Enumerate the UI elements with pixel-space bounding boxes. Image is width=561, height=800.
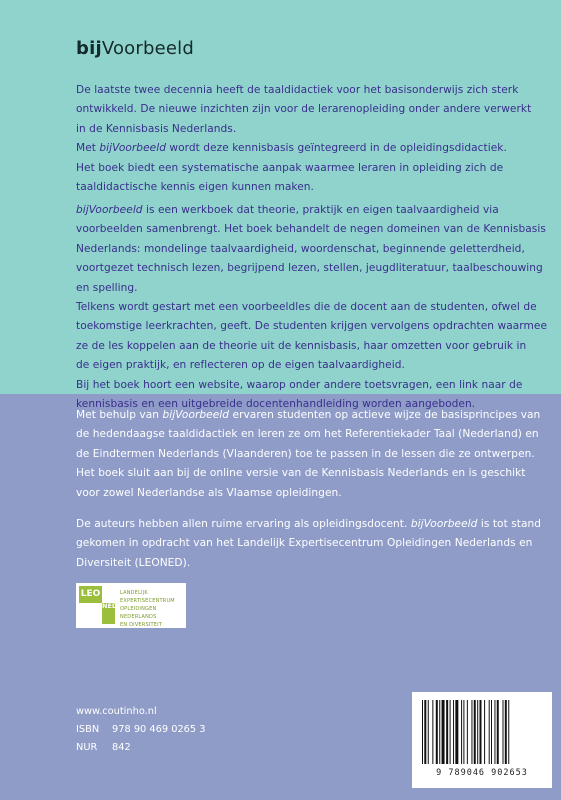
barcode-bar	[489, 700, 490, 764]
publication-info	[76, 703, 206, 757]
barcode-bar	[439, 700, 440, 764]
barcode-bar	[436, 700, 438, 764]
barcode-bar	[497, 700, 499, 764]
intro-paragraph: De laatste twee decennia heeft de taaldidactiek voor het basisonderwijs zich sterk ontwikkeld. De nieuwe inzichten zijn voor de lerarenopleiding onder andere verwerkt in de Kennisbasis Nederlands. Met bijVoorbeeld wordt deze kennisbasis geïntegreerd in de opleidingsdidactiek. Het boek biedt een systematische aanpak waarmee leraren in opleiding zich de taaldidactische kennis eigen kunnen maken.	[76, 84, 532, 194]
isbn-label: ISBN	[76, 724, 100, 735]
barcode-bar	[428, 700, 429, 764]
publisher-website: www.coutinho.nl	[76, 706, 157, 717]
barcode-number: 9 789046 902653	[436, 768, 528, 778]
isbn-value: 978 90 469 0265 3	[112, 724, 206, 735]
barcode-bar	[463, 700, 464, 764]
barcode-bar	[477, 700, 478, 764]
barcode-bar	[453, 700, 454, 764]
barcode-bar	[484, 700, 485, 764]
barcode-bar	[474, 700, 476, 764]
barcode-bar	[505, 700, 507, 764]
authors-paragraph: De auteurs hebben allen ruime ervaring als opleidingsdocent. bijVoorbeeld is tot stand gekomen in opdracht van het Landelijk Expertisecentrum Opleidingen Nederlands en Diversiteit (LEONED).	[76, 518, 542, 569]
barcode-bar	[480, 700, 482, 764]
nur-value: 842	[112, 742, 131, 753]
leoned-logo	[76, 583, 186, 628]
barcode-bar	[467, 700, 468, 764]
barcode-bar	[494, 700, 495, 764]
description-paragraph: bijVoorbeeld is een werkboek dat theorie, praktijk en eigen taalvaardigheid via voorbeelden samenbrengt. Het boek behandelt de negen domeinen van de Kennisbasis Nederlands: mondelinge taalvaardigheid, woordenschat, beginnende geletterdheid, voortgezet technisch lezen, begrijpend lezen, stellen, jeugdliteratuur, taalbeschouwing en spelling. Telkens wordt gestart met een voorbeeldles die de docent aan de studenten, ofwel de toekomstige leerkrachten, geeft. De studenten krijgen vervolgens opdrachten waarmee ze de les koppelen aan de theorie uit de kennisbasis, haar omzetten voor gebruik in de eigen praktijk, en reflecteren op de eigen taalvaardigheid. Bij het boek hoort een website, waarop onder andere toetsvragen, een link naar de kennisbasis en een uitgebreide docentenhandleiding worden aangeboden.	[76, 204, 548, 411]
barcode-bar	[446, 700, 448, 764]
book-title: bijVoorbeeld	[76, 38, 194, 59]
logo-ned-block: NED	[102, 603, 115, 624]
isbn-barcode	[412, 692, 552, 788]
barcode-bars	[420, 700, 544, 766]
barcode-bar	[503, 700, 504, 764]
barcode-bar	[471, 700, 472, 764]
nur-label: NUR	[76, 742, 98, 753]
barcode-bar	[424, 700, 426, 764]
logo-leo-block: LEO	[79, 586, 102, 603]
barcode-bar	[442, 700, 445, 764]
barcode-bar	[432, 700, 433, 764]
approach-paragraph: Met behulp van bijVoorbeeld ervaren studenten op actieve wijze de basisprincipes van de hedendaagse taaldidactiek en leren ze om het Referentiekader Taal (Nederland) en de Eindtermen Nederlands (Vlaanderen) toe te passen in de lessen die ze ontwerpen. Het boek sluit aan bij de online versie van de Kennisbasis Nederlands en is geschikt voor zowel Nederlandse als Vlaamse opleidingen.	[76, 409, 541, 499]
barcode-bar	[461, 700, 462, 764]
barcode-bar	[450, 700, 451, 764]
barcode-bar	[508, 700, 509, 764]
barcode-bar	[422, 700, 423, 764]
barcode-bar	[455, 700, 458, 764]
logo-text: LANDELIJK EXPERTISECENTRUM OPLEIDINGEN NEDERLANDS EN DIVERSITEIT	[120, 590, 175, 628]
barcode-bar	[491, 700, 492, 764]
